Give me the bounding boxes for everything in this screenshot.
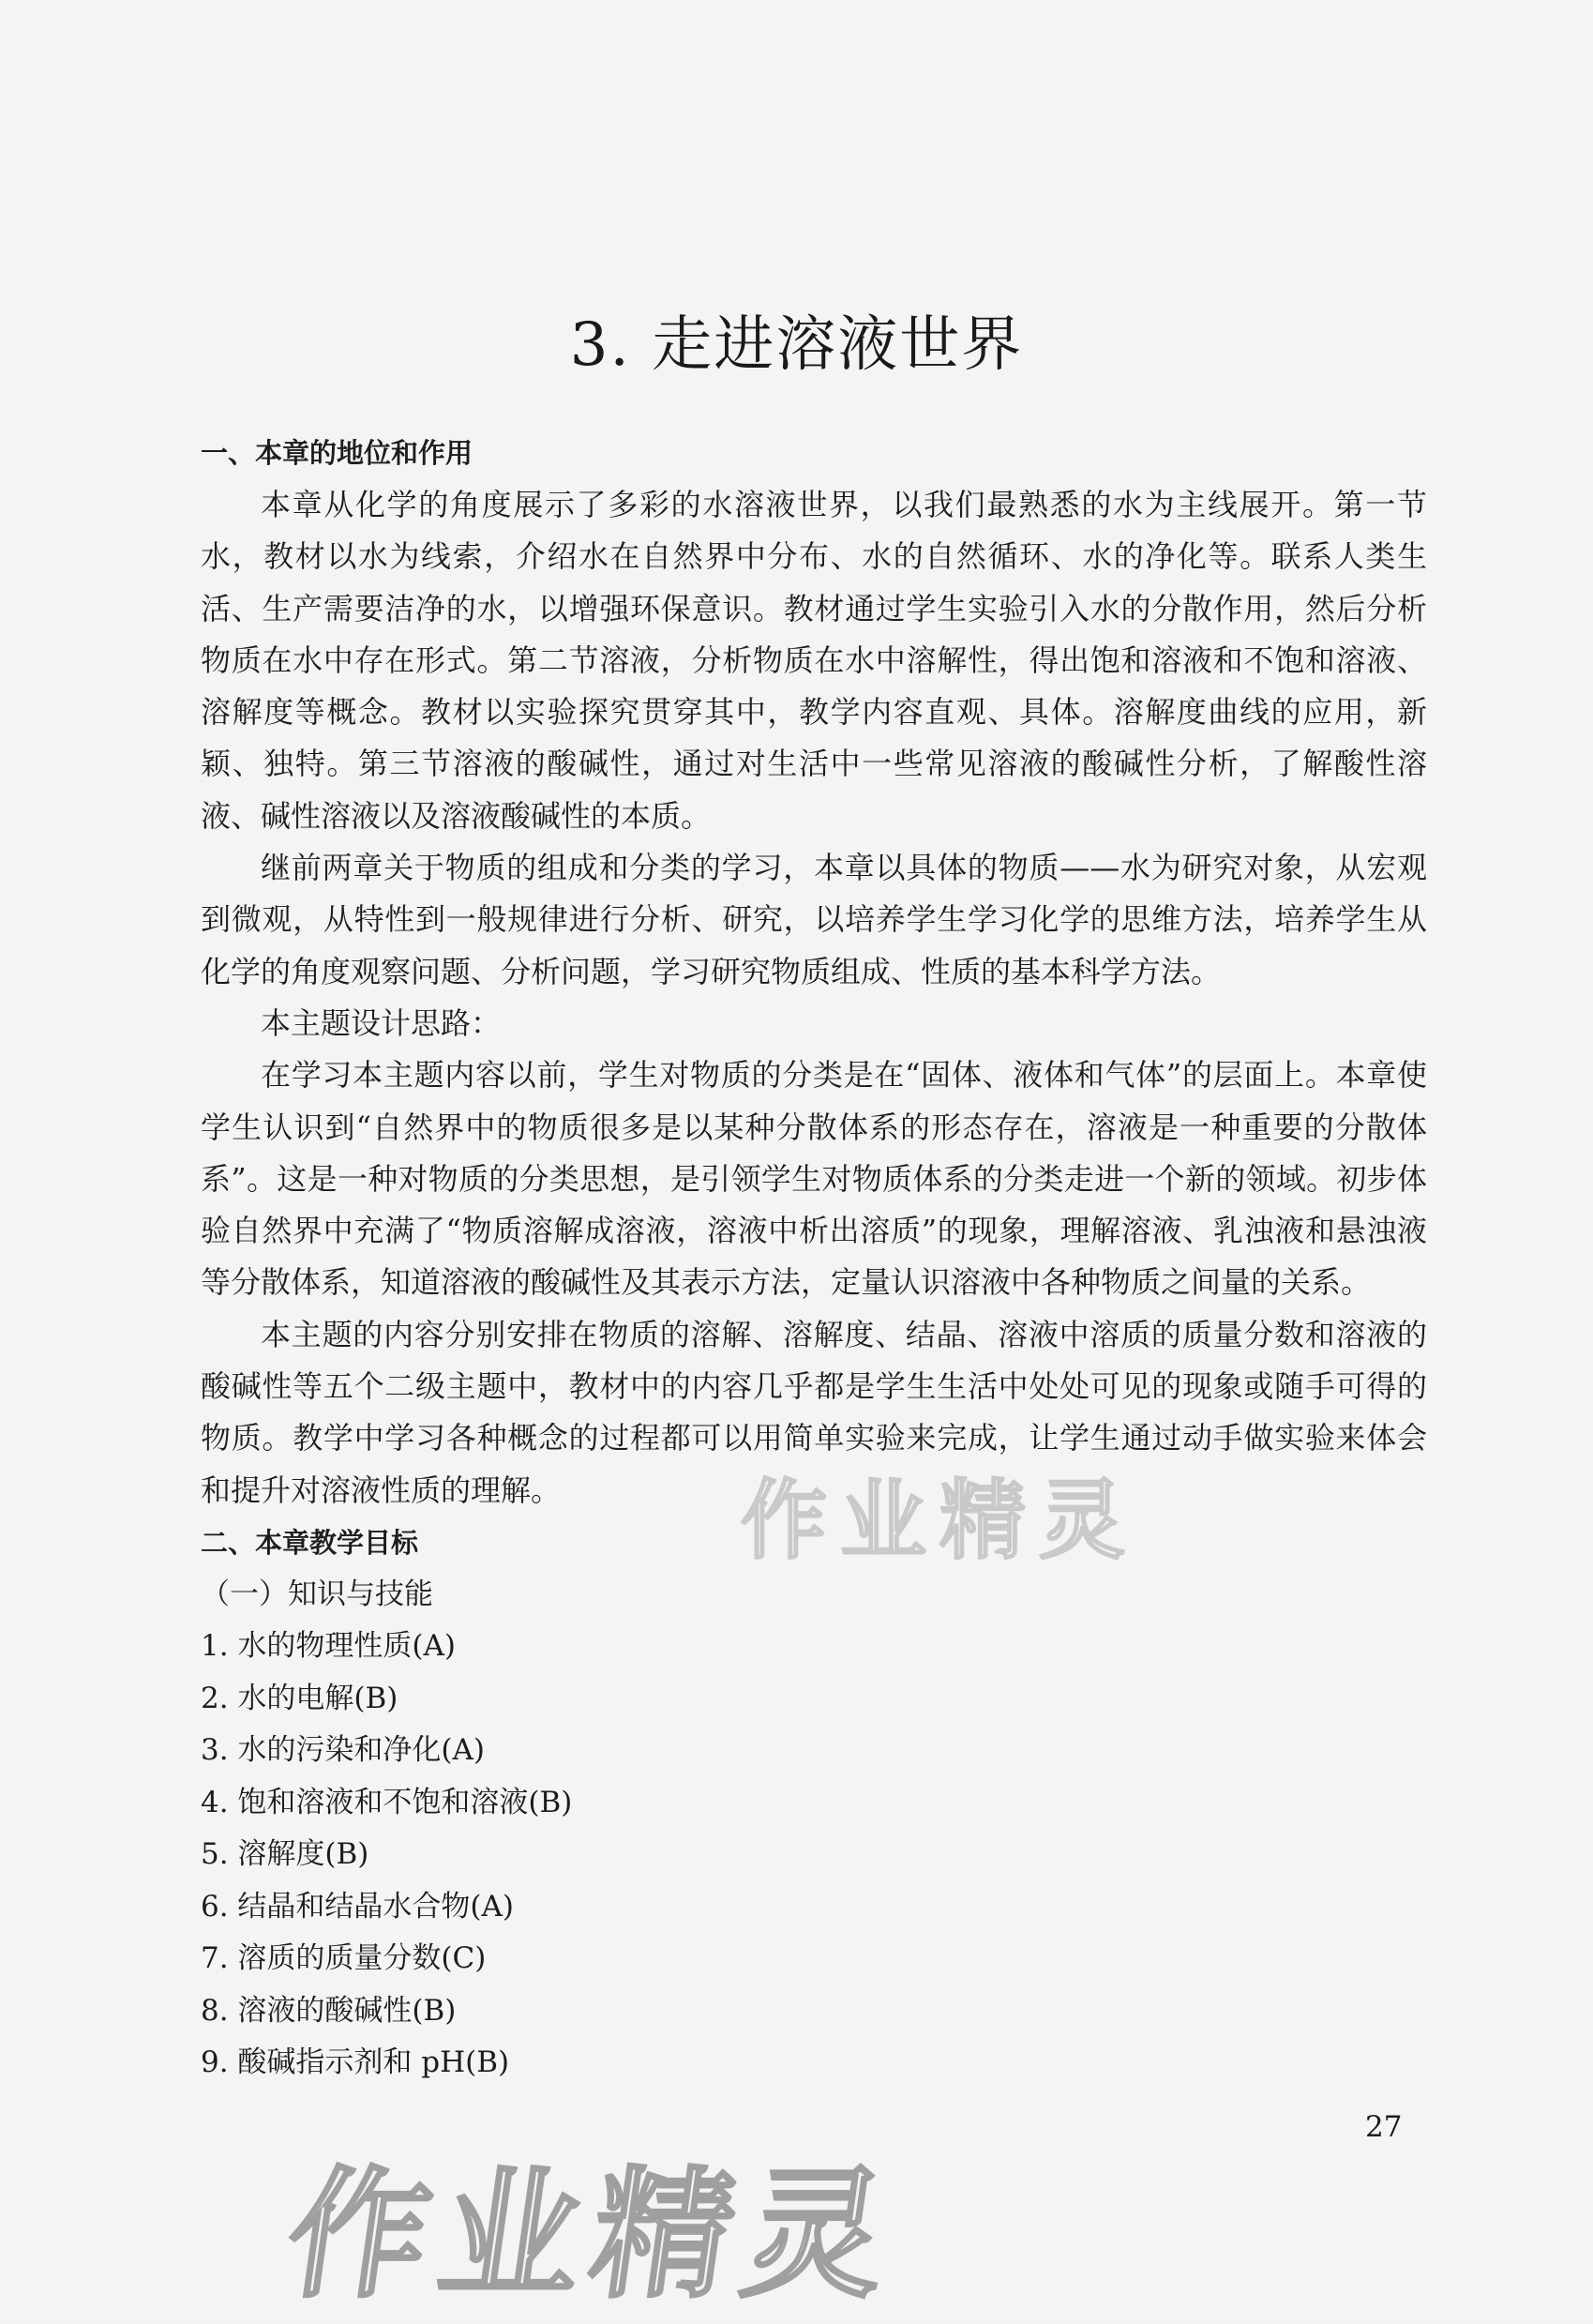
paragraph-continuation: 继前两章关于物质的组成和分类的学习，本章以具体的物质——水为研究对象，从宏观到微观，从特性到一般规律进行分析、研究，以培养学生学习化学的思维方法，培养学生从化学的角度观察问题、分析问题，学习研究物质组成、性质的基本科学方法。 [201,850,1427,989]
watermark-center: 作业精灵 [741,1471,1139,1571]
paragraph-design-idea: 在学习本主题内容以前，学生对物质的分类是在“固体、液体和气体”的层面上。本章使学生认识到“自然界中的物质很多是以某种分散体系的形态存在，溶液是一种重要的分散体系”。这是一种对物质的分类思想，是引领学生对物质体系的分类走进一个新的领域。初步体验自然界中充满了“物质溶解成溶液，溶液中析出溶质”的现象，理解溶液、乳浊液和悬浊液等分散体系，知道溶液的酸碱性及其表示方法，定量认识溶液中各种物质之间量的关系。 [201,1057,1427,1301]
list-item: 9. 酸碱指示剂和 pH(B) [201,2045,510,2080]
list-item: 4. 饱和溶液和不饱和溶液(B) [201,1785,573,1819]
subheading-knowledge-skills: （一）知识与技能 [201,1577,433,1611]
list-item: 1. 水的物理性质(A) [201,1629,457,1664]
paragraph-overview: 本章从化学的角度展示了多彩的水溶液世界，以我们最熟悉的水为主线展开。第一节水，教材以水为线索，介绍水在自然界中分布、水的自然循环、水的净化等。联系人类生活、生产需要洁净的水，以增强环保意识。教材通过学生实验引入水的分散作用，然后分析物质在水中存在形式。第二节溶液，分析物质在水中溶解性，得出饱和溶液和不饱和溶液、溶解度等概念。教材以实验探究贯穿其中，教学内容直观、具体。溶解度曲线的应用，新颖、独特。第三节溶液的酸碱性，通过对生活中一些常见溶液的酸碱性分析，了解酸性溶液、碱性溶液以及溶液酸碱性的本质。 [201,487,1427,834]
list-item: 5. 溶解度(B) [201,1837,369,1872]
section-heading-goals: 二、本章教学目标 [201,1526,419,1559]
section-heading-role: 一、本章的地位和作用 [201,437,473,469]
main-content [201,427,1427,2090]
list-item: 6. 结晶和结晶水合物(A) [201,1889,515,1924]
paragraph-topic-arrangement: 本主题的内容分别安排在物质的溶解、溶解度、结晶、溶液中溶质的质量分数和溶液的酸碱性等五个二级主题中，教材中的内容几乎都是学生生活中处处可见的现象或随手可得的物质。教学中学习各种概念的过程都可以用简单实验来完成，让学生通过动手做实验来体会和提升对溶液性质的理解。 [201,1316,1427,1508]
watermark-bottom: 作业精灵 [277,2154,909,2317]
list-item: 2. 水的电解(B) [201,1681,398,1715]
paragraph-design-label: 本主题设计思路： [261,1004,502,1041]
list-item: 8. 溶液的酸碱性(B) [201,1993,457,2028]
chapter-title: 3. 走进溶液世界 [569,310,1024,380]
list-item: 3. 水的污染和净化(A) [201,1733,486,1768]
page-number: 27 [1365,2110,1403,2144]
list-item: 7. 溶质的质量分数(C) [201,1941,487,1976]
